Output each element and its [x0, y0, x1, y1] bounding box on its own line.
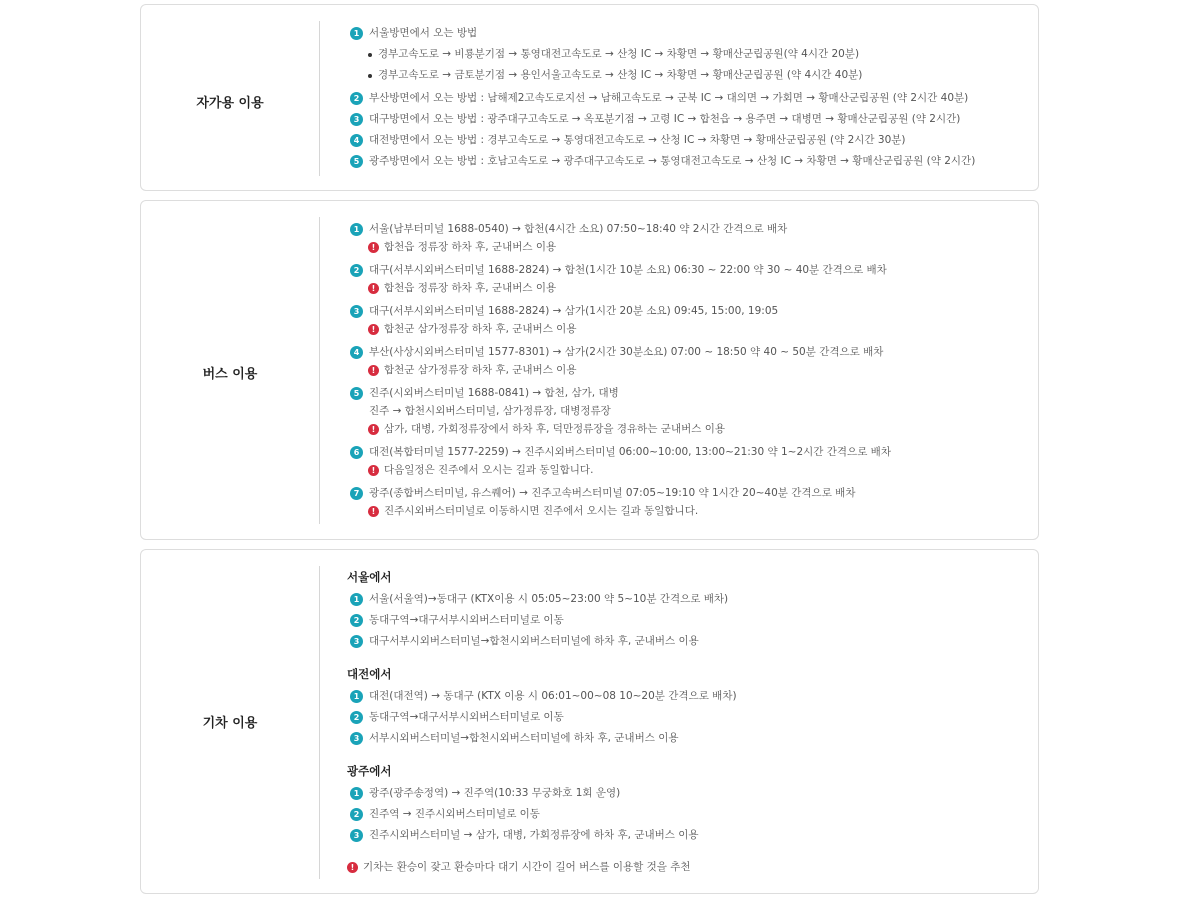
number-badge: 6: [350, 446, 363, 459]
list-item-detail: 진주 → 합천시외버스터미널, 삼가정류장, 대병정류장: [369, 405, 611, 417]
car-section: [140, 4, 1039, 191]
warning-icon: !: [368, 365, 379, 376]
notice-item: 합천읍 정류장 하차 후, 군내버스 이용: [384, 282, 557, 294]
number-badge: 3: [350, 829, 363, 842]
number-badge: 1: [350, 27, 363, 40]
list-item: 대구(서부시외버스터미널 1688-2824) → 합천(1시간 10분 소요) 06:30 ~ 22:00 약 30 ~ 40분 간격으로 배차: [369, 264, 887, 276]
list-item: 대구방면에서 오는 방법 : 광주대구고속도로 → 옥포분기점 → 고령 IC → 합천읍 → 용주면 → 대병면 → 황매산군립공원 (약 2시간): [369, 113, 961, 125]
warning-icon: !: [368, 324, 379, 335]
group-heading: 서울에서: [347, 570, 392, 584]
number-badge: 2: [350, 614, 363, 627]
number-badge: 7: [350, 487, 363, 500]
notice-item: 합천읍 정류장 하차 후, 군내버스 이용: [384, 241, 557, 253]
bullet-icon: [368, 53, 372, 57]
number-badge: 5: [350, 387, 363, 400]
list-item: 진주시외버스터미널 → 삼가, 대병, 가회정류장에 하차 후, 군내버스 이용: [369, 829, 699, 841]
list-item: 광주(종합버스터미널, 유스퀘어) → 진주고속버스터미널 07:05~19:10 약 1시간 20~40분 간격으로 배차: [369, 487, 856, 499]
list-item: 서울방면에서 오는 방법: [369, 27, 478, 39]
bus-section: [140, 200, 1039, 540]
list-item: 서울(서울역)→동대구 (KTX이용 시 05:05~23:00 약 5~10분 간격으로 배차): [369, 593, 729, 605]
notice-item: 합천군 삼가정류장 하차 후, 군내버스 이용: [384, 323, 577, 335]
number-badge: 3: [350, 113, 363, 126]
number-badge: 1: [350, 787, 363, 800]
list-item: 진주(시외버스터미널 1688-0841) → 합천, 삼가, 대병: [369, 387, 619, 399]
number-badge: 5: [350, 155, 363, 168]
number-badge: 4: [350, 134, 363, 147]
divider: [319, 21, 320, 176]
notice-item: 진주시외버스터미널로 이동하시면 진주에서 오시는 길과 동일합니다.: [384, 505, 699, 517]
list-item: 광주방면에서 오는 방법 : 호남고속도로 → 광주대구고속도로 → 통영대전고속도로 → 산청 IC → 차황면 → 황매산군립공원 (약 2시간): [369, 155, 976, 167]
number-badge: 3: [350, 635, 363, 648]
bullet-icon: [368, 74, 372, 78]
list-item: 광주(광주송정역) → 진주역(10:33 무궁화호 1회 운영): [369, 787, 621, 799]
car-section-title: 자가용 이용: [196, 96, 264, 111]
notice-item: 다음일정은 진주에서 오시는 길과 동일합니다.: [384, 464, 594, 476]
number-badge: 2: [350, 808, 363, 821]
list-item: 진주역 → 진주시외버스터미널로 이동: [369, 808, 540, 820]
warning-icon: !: [368, 465, 379, 476]
list-item: 동대구역→대구서부시외버스터미널로 이동: [369, 614, 564, 626]
number-badge: 3: [350, 305, 363, 318]
number-badge: 4: [350, 346, 363, 359]
number-badge: 3: [350, 732, 363, 745]
group-heading: 대전에서: [347, 667, 392, 681]
train-section-title: 기차 이용: [202, 716, 258, 731]
number-badge: 2: [350, 264, 363, 277]
number-badge: 2: [350, 92, 363, 105]
train-section: [140, 549, 1039, 894]
list-item: 서울(남부터미널 1688-0540) → 합천(4시간 소요) 07:50~18:40 약 2시간 간격으로 배차: [369, 223, 788, 235]
warning-icon: !: [368, 506, 379, 517]
list-item: 동대구역→대구서부시외버스터미널로 이동: [369, 711, 564, 723]
divider: [319, 217, 320, 524]
number-badge: 1: [350, 593, 363, 606]
warning-icon: !: [368, 424, 379, 435]
list-item: 대전방면에서 오는 방법 : 경부고속도로 → 통영대전고속도로 → 산청 IC → 차황면 → 황매산군립공원 (약 2시간 30분): [369, 134, 906, 146]
list-item: 경부고속도로 → 비룡분기점 → 통영대전고속도로 → 산청 IC → 차황면 → 황매산군립공원(약 4시간 20분): [378, 48, 860, 60]
list-item: 대구서부시외버스터미널→합천시외버스터미널에 하차 후, 군내버스 이용: [369, 635, 699, 647]
list-item: 경부고속도로 → 금토분기점 → 용인서울고속도로 → 산청 IC → 차황면 → 황매산군립공원 (약 4시간 40분): [378, 69, 863, 81]
warning-icon: !: [368, 242, 379, 253]
notice-item: 삼가, 대병, 가회정류장에서 하차 후, 덕만정류장을 경유하는 군내버스 이용: [384, 423, 726, 435]
list-item: 부산방면에서 오는 방법 : 남해제2고속도로지선 → 남해고속도로 → 군북 IC → 대의면 → 가회면 → 황매산군립공원 (약 2시간 40분): [369, 92, 969, 104]
list-item: 부산(사상시외버스터미널 1577-8301) → 삼가(2시간 30분소요) 07:00 ~ 18:50 약 40 ~ 50분 간격으로 배차: [369, 346, 884, 358]
notice-item: 합천군 삼가정류장 하차 후, 군내버스 이용: [384, 364, 577, 376]
list-item: 대전(복합터미널 1577-2259) → 진주시외버스터미널 06:00~10:00, 13:00~21:30 약 1~2시간 간격으로 배차: [369, 446, 891, 458]
list-item: 대구(서부시외버스터미널 1688-2824) → 삼가(1시간 20분 소요) 09:45, 15:00, 19:05: [369, 305, 779, 317]
divider: [319, 566, 320, 879]
list-item: 서부시외버스터미널→합천시외버스터미널에 하차 후, 군내버스 이용: [369, 732, 679, 744]
train-note: 기차는 환승이 잦고 환승마다 대기 시간이 길어 버스를 이용할 것을 추천: [363, 861, 691, 873]
number-badge: 2: [350, 711, 363, 724]
bus-section-title: 버스 이용: [202, 367, 258, 382]
warning-icon: !: [347, 862, 358, 873]
group-heading: 광주에서: [347, 764, 392, 778]
warning-icon: !: [368, 283, 379, 294]
number-badge: 1: [350, 223, 363, 236]
number-badge: 1: [350, 690, 363, 703]
list-item: 대전(대전역) → 동대구 (KTX 이용 시 06:01~00~08 10~20분 간격으로 배차): [369, 690, 737, 702]
